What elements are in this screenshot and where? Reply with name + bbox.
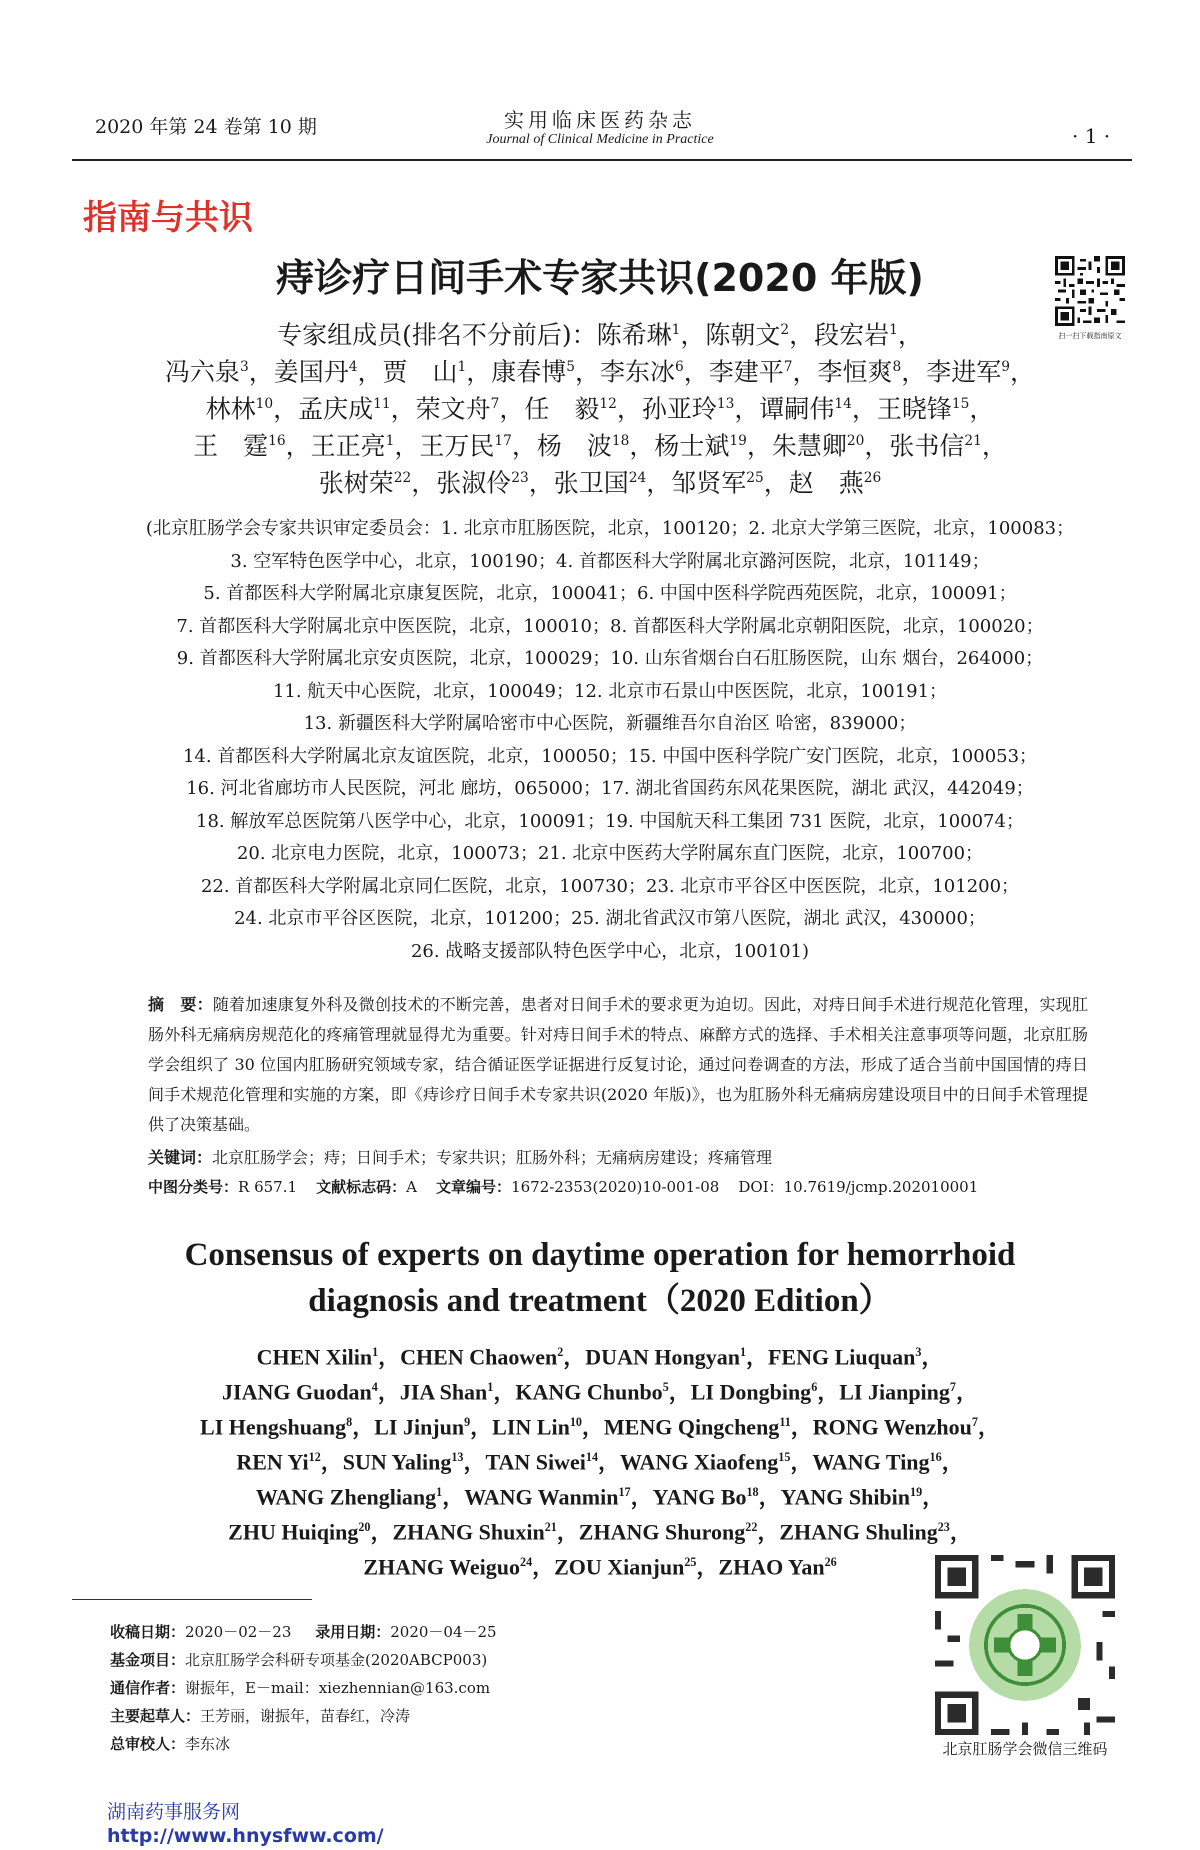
clc-label: 中图分类号： — [148, 1178, 239, 1196]
author-line: 冯六泉$^3$，姜国丹$^4$，贾 山$^1$，康春博$^5$，李东冰$^6$，李建平$^7$，李恒爽$^8$，李进军$^9$， — [164, 357, 1036, 387]
reviewer-value: 李东冰 — [185, 1735, 231, 1753]
article-title-en — [0, 1232, 1200, 1324]
abstract — [148, 990, 1088, 1140]
journal-title-en: Journal of Clinical Medicine in Practice — [486, 132, 714, 147]
corresponding-label: 通信作者： — [110, 1679, 186, 1697]
header-divider — [72, 159, 1132, 161]
author-line-en: LI Hengshuang$^8$，LI Jinjun$^9$，LIN Lin$^{10}$，MENG Qingcheng$^{11}$，RONG Wenzhou$^7$， — [200, 1414, 1000, 1440]
footnote-divider — [72, 1599, 312, 1600]
accepted-label: 录用日期： — [315, 1623, 391, 1641]
affiliation-line: (北京肛肠学会专家共识审定委员会：1. 北京市肛肠医院，北京，100120；2. 北京大学第三医院，北京，100083； — [145, 518, 1075, 539]
affiliation-line: 13. 新疆医科大学附属哈密市中心医院，新疆维吾尔自治区 哈密，839000； — [303, 713, 917, 734]
reviewer-label: 总审校人： — [110, 1735, 186, 1753]
received-date: 2020－02－23 — [185, 1623, 292, 1641]
author-list-en — [100, 1335, 1100, 1580]
article-number-label: 文章编号： — [436, 1178, 512, 1196]
author-line-en: JIANG Guodan$^4$，JIA Shan$^1$，KANG Chunbo$^5$，LI Dongbing$^6$，LI Jianping$^7$， — [222, 1379, 978, 1405]
clc-value: R 657.1 — [238, 1178, 298, 1196]
website-name: 湖南药事服务网 — [107, 1801, 241, 1823]
journal-title-cn: 实用临床医药杂志 — [504, 108, 696, 132]
abstract-text: 随着加速康复外科及微创技术的不断完善，患者对日间手术的要求更为迫切。因此，对痔日间手术进行规范化管理，实现肛肠外科无痛病房规范化的疼痛管理就显得尤为重要。针对痔日间手术的特点、麻醉方式的选择、手术相关注意事项等问题，北京肛肠学会组织了 30 位国内肛肠研究领域专家，结合循证医学证据进行反复讨论，通过问卷调查的方法，形成了适合当前中国国情的痔日间手术规范化管理和实施的方案，即《痔诊疗日间手术专家共识(2020 年版)》，也为肛肠外科无痛病房建设项目中的日间手术管理提供了决策基础。 — [148, 995, 1088, 1134]
drafters-label: 主要起草人： — [110, 1707, 201, 1725]
affiliation-line: 20. 北京电力医院，北京，100073；21. 北京中医药大学附属东直门医院，北京，100700； — [236, 843, 984, 864]
issue-info: 2020 年第 24 卷第 10 期 — [95, 116, 317, 138]
affiliation-line: 11. 航天中心医院，北京，100049；12. 北京市石景山中医医院，北京，100191； — [272, 680, 948, 702]
dates-line — [110, 1618, 497, 1646]
author-line: 林林$^{10}$，孟庆成$^{11}$，荣文舟$^7$，任 毅$^{12}$，孙亚玲$^{13}$，谭嗣伟$^{14}$，王晓锋$^{15}$， — [205, 394, 995, 424]
abstract-label: 摘 要： — [148, 995, 213, 1014]
drafters-line — [110, 1702, 497, 1730]
affiliation-line: 16. 河北省廊坊市人民医院，河北 廊坊，065000；17. 湖北省国药东风花果医院，湖北 武汉，442049； — [186, 778, 1034, 799]
author-line: 专家组成员(排名不分前后)：陈希琳$^1$，陈朝文$^2$，段宏岩$^1$， — [277, 320, 923, 350]
title-en-line: diagnosis and treatment（2020 Edition） — [308, 1283, 892, 1319]
doi[interactable]: DOI：10.7619/jcmp.202010001 — [738, 1178, 979, 1196]
affiliation-line: 24. 北京市平谷区医院，北京，101200；25. 湖北省武汉市第八医院，湖北 武汉，430000； — [234, 908, 986, 929]
title-en-line: Consensus of experts on daytime operation for hemorrhoid — [184, 1237, 1016, 1273]
keywords-label: 关键词： — [148, 1148, 213, 1167]
affiliation-line: 22. 首都医科大学附属北京同仁医院，北京，100730；23. 北京市平谷区中医医院，北京，101200； — [200, 875, 1020, 897]
keywords — [148, 1145, 1088, 1168]
wechat-qr-code-icon[interactable] — [935, 1555, 1115, 1735]
accepted-date: 2020－04－25 — [390, 1623, 497, 1641]
affiliation-line: 26. 战略支援部队特色医学中心，北京，100101) — [410, 940, 810, 962]
author-line-en: REN Yi$^{12}$，SUN Yaling$^{13}$，TAN Siwei$^{14}$，WANG Xiaofeng$^{15}$，WANG Ting$^{16}$， — [236, 1449, 964, 1475]
reviewer-line — [110, 1730, 497, 1758]
author-line-en: CHEN Xilin$^1$，CHEN Chaowen$^2$，DUAN Hongyan$^1$，FENG Liuquan$^3$， — [256, 1344, 944, 1370]
fund-label: 基金项目： — [110, 1651, 186, 1669]
author-line-en: WANG Zhengliang$^1$，WANG Wanmin$^{17}$，YANG Bo$^{18}$，YANG Shibin$^{19}$， — [255, 1484, 945, 1510]
corresponding-value[interactable]: 谢振年，E－mail：xiezhennian@163.com — [185, 1679, 491, 1697]
drafters-value: 王芳丽，谢振年，苗春红，冷涛 — [200, 1707, 411, 1725]
corresponding-line — [110, 1674, 497, 1702]
doc-code-value: A — [406, 1178, 417, 1196]
page-number: · 1 · — [1072, 124, 1111, 148]
affiliation-list — [80, 513, 1140, 968]
keywords-text: 北京肛肠学会；痔；日间手术；专家共识；肛肠外科；无痛病房建设；疼痛管理 — [212, 1148, 773, 1167]
affiliation-line: 18. 解放军总医院第八医学中心，北京，100091；19. 中国航天科工集团 731 医院，北京，100074； — [196, 810, 1024, 832]
received-label: 收稿日期： — [110, 1623, 186, 1641]
qr-download-caption: 扫一扫下载指南原文 — [1058, 332, 1122, 340]
footnotes — [110, 1618, 497, 1758]
affiliation-line: 3. 空军特色医学中心，北京，100190；4. 首都医科大学附属北京潞河医院，北京，101149； — [230, 550, 990, 572]
affiliation-line: 5. 首都医科大学附属北京康复医院，北京，100041；6. 中国中医科学院西苑医院，北京，100091； — [203, 583, 1017, 604]
fund-line — [110, 1646, 497, 1674]
section-label: 指南与共识 — [83, 198, 253, 238]
author-line: 王 霆$^{16}$，王正亮$^1$，王万民$^{17}$，杨 波$^{18}$，杨士斌$^{19}$，朱慧卿$^{20}$，张书信$^{21}$， — [193, 431, 1007, 461]
affiliation-line: 9. 首都医科大学附属北京安贞医院，北京，100029；10. 山东省烟台白石肛肠医院，山东 烟台，264000； — [176, 648, 1044, 669]
wechat-qr-caption: 北京肛肠学会微信三维码 — [942, 1740, 1108, 1758]
website-footer — [107, 1800, 384, 1848]
article-number-value: 1672-2353(2020)10-001-08 — [511, 1178, 720, 1196]
website-url-link[interactable]: http://www.hnysfww.com/ — [107, 1825, 384, 1847]
doc-code-label: 文献标志码： — [316, 1178, 407, 1196]
fund-value: 北京肛肠学会科研专项基金(2020ABCP003) — [185, 1651, 488, 1669]
author-line: 张树荣$^{22}$，张淑伶$^{23}$，张卫国$^{24}$，邹贤军$^{25}$，赵 燕$^{26}$ — [318, 468, 882, 498]
author-line-en: ZHANG Weiguo$^{24}$，ZOU Xianjun$^{25}$，ZHAO Yan$^{26}$ — [363, 1554, 837, 1580]
classification-info — [148, 1176, 1088, 1197]
affiliation-line: 14. 首都医科大学附属北京友谊医院，北京，100050；15. 中国中医科学院广安门医院，北京，100053； — [182, 745, 1038, 767]
article-title-cn: 痔诊疗日间手术专家共识(2020 年版) — [276, 256, 924, 300]
author-list-cn — [100, 312, 1100, 497]
affiliation-line: 7. 首都医科大学附属北京中医医院，北京，100010；8. 首都医科大学附属北京朝阳医院，北京，100020； — [176, 615, 1044, 637]
author-line-en: ZHU Huiqing$^{20}$，ZHANG Shuxin$^{21}$，ZHANG Shurong$^{22}$，ZHANG Shuling$^{23}$， — [228, 1519, 972, 1545]
